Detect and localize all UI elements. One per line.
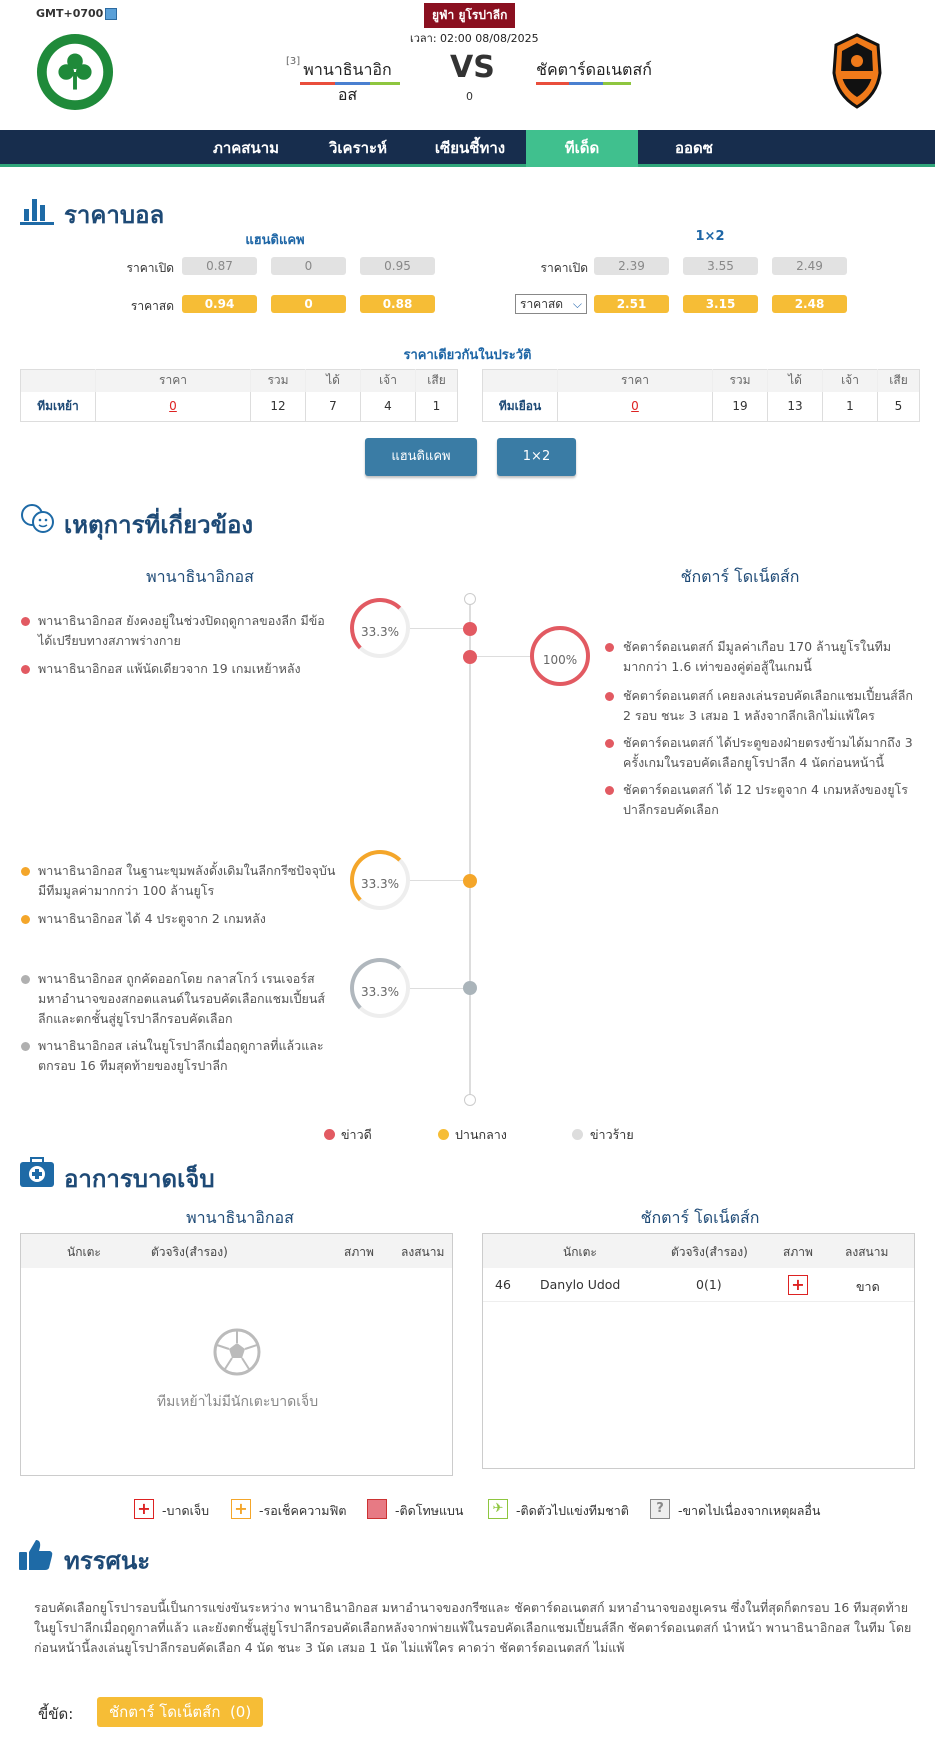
bad-dot (21, 1042, 30, 1051)
player-status: ขาด (856, 1279, 880, 1294)
home-rank: [3] (286, 56, 301, 67)
opinion-text: รอบคัดเลือกยูโรปารอบนี้เป็นการแข่งขันระหว่าง พานาธินาอิกอส มหาอำนาจของกรีซและ ชัคตาร์ดอเนตสก์ มหาอำนาจของยูเครน ซึ่งในที่สุดก็ตกรอบ 16 ทีมสุดท้ายในยูโรปาลีกเมื่อฤดูกาลที่แล้ว และยังตกชั้นสู่ยูโรปาลีกรอบคัดเลือกหลังจากพ่ายแพ้ในรอบคัดเลือกแชมเปี้ยนส์ลีก ชัคตาร์ดอเนตสก์ นำหน้า พานาธินาอิกอส ในทีม โดยก่อนหน้านี้ลงเล่นยูโรปาลีกรอบคัดเลือก 4 นัด ชนะ 3 นัด เสมอ 1 นัด ไม่แพ้ใคร คาดว่า ชัคตาร์ดอเนตสก์ ไม่แพ้ (34, 1600, 912, 1655)
col-win: ได้ (306, 370, 361, 392)
col-apps: ตัวจริง(สำรอง) (151, 1245, 228, 1259)
x12-open-label: ราคาเปิด (540, 261, 588, 275)
home-good-0: พานาธินาอิกอส ยังคงอยู่ในช่วงปิดฤดูกาลของลีก มีข้อได้เปรียบทางสภาพร่างกาย (38, 613, 325, 648)
x12-open-draw: 3.55 (683, 257, 758, 275)
home-bad-pct: 33.3% (350, 958, 410, 1018)
away-good-2: ชัคตาร์ดอเนตสก์ ได้ประตูของฝ่ายตรงข้ามได้มากถึง 3 ครั้งเกมในรอบคัดเลือกยูโรปาลีก 4 นัดก่อนหน้านี้ (623, 735, 913, 770)
hdp-close-away: 0.88 (360, 295, 435, 313)
question-icon: ? (650, 1499, 670, 1519)
timezone-label: GMT+0700 (36, 7, 104, 20)
player-number: 46 (495, 1277, 511, 1292)
col-total: รวม (713, 370, 768, 392)
col-total: รวม (251, 370, 306, 392)
cell-draw: 1 (823, 392, 878, 422)
timeline-node-bad (463, 981, 477, 995)
hdp-close-line: 0 (271, 295, 346, 313)
away-good-pct: 100% (530, 626, 590, 686)
price-link[interactable]: 0 (96, 392, 251, 422)
odds-section-title: ราคาบอล (64, 201, 165, 229)
main-nav (0, 130, 935, 167)
mid-dot (21, 915, 30, 924)
col-player: นักเตะ (563, 1245, 597, 1259)
tip-label: ขี้ขัด: (38, 1705, 74, 1723)
legend-mid-dot (438, 1129, 449, 1140)
timeline-start (464, 593, 476, 605)
col-apps: ตัวจริง(สำรอง) (671, 1245, 748, 1259)
connector (470, 656, 530, 657)
good-dot (21, 617, 30, 626)
opinion-section-title: ทรรศนะ (64, 1547, 151, 1575)
legend-fitness: -รอเช็คความฟิต (259, 1503, 347, 1518)
vs-label: VS (450, 50, 495, 85)
home-good-pct: 33.3% (350, 598, 410, 658)
cell-draw: 4 (361, 392, 416, 422)
col-draw: เจ้า (361, 370, 416, 392)
thumbs-up-icon (18, 1538, 54, 1572)
handicap-button[interactable]: แฮนดิแคพ (365, 438, 477, 476)
legend-bad: ข่าวร้าย (590, 1127, 634, 1142)
x12-close-home: 2.51 (594, 295, 669, 313)
row-label: ทีมเหย้า (37, 398, 79, 413)
injury-section-title: อาการบาดเจ็บ (64, 1165, 215, 1193)
away-team-bar (536, 82, 631, 85)
events-away-team: ชักตาร์ โดเน็ตส์ก (680, 567, 800, 586)
home-team-bar (300, 82, 400, 85)
match-score: 0 (466, 90, 473, 103)
cell-lose: 5 (878, 392, 920, 422)
injury-home-team: พานาธินาอิกอส (186, 1208, 294, 1227)
tab-field[interactable]: ภาคสนาม (212, 139, 280, 157)
timeline-line (469, 598, 471, 1100)
hdp-close-home: 0.94 (182, 295, 257, 313)
match-time: เวลา: 02:00 08/08/2025 (410, 32, 539, 45)
history-table-away (482, 369, 920, 422)
handicap-title: แฮนดิแคพ (245, 233, 305, 248)
col-price: ราคา (96, 370, 251, 392)
col-player: นักเตะ (67, 1245, 101, 1259)
tab-experts[interactable]: เซียนชี้ทาง (434, 139, 506, 157)
col-played: ลงสนาม (845, 1245, 889, 1259)
col-lose: เสีย (416, 370, 458, 392)
bad-dot (21, 975, 30, 984)
table-row (483, 1268, 914, 1302)
x12-open-home: 2.39 (594, 257, 669, 275)
tip-badge[interactable]: ชักตาร์ โดเน็ตส์ก (0) (97, 1697, 263, 1727)
away-good-1: ชัคตาร์ดอเนตสก์ เคยลงเล่นรอบคัดเลือกแชมเปี้ยนส์ลีก 2 รอบ ชนะ 3 เสมอ 1 หลังจากลีกเลิกไม่แพ้ใคร (623, 688, 913, 723)
tab-analysis[interactable]: วิเคราะห์ (328, 139, 387, 157)
odds-type-select[interactable] (515, 294, 587, 314)
away-good-3: ชัคตาร์ดอเนตสก์ ได้ 12 ประตูจาก 4 เกมหลังของยูโรปาลีกรอบคัดเลือก (623, 782, 908, 817)
first-aid-icon (20, 1157, 54, 1187)
price-link[interactable]: 0 (558, 392, 713, 422)
table-row (21, 392, 458, 422)
col-played: ลงสนาม (401, 1245, 445, 1259)
legend-national: -ติดตัวไปแข่งทีมชาติ (516, 1503, 629, 1518)
col-status: สภาพ (344, 1245, 374, 1259)
home-team-logo[interactable] (36, 33, 114, 111)
player-name[interactable]: Danylo Udod (540, 1277, 621, 1292)
connector (410, 880, 470, 881)
legend-injured: -บาดเจ็บ (162, 1503, 210, 1518)
hdp-open-label: ราคาเปิด (126, 261, 174, 275)
away-team-logo[interactable] (832, 33, 882, 109)
legend-suspended: -ติดโทษแบน (395, 1503, 464, 1518)
good-dot (605, 692, 614, 701)
x12-close-draw: 3.15 (683, 295, 758, 313)
hdp-open-line: 0 (271, 257, 346, 275)
cell-win: 7 (306, 392, 361, 422)
tab-tips[interactable]: ทีเด็ด (526, 130, 638, 167)
history-title: ราคาเดียวกันในประวัติ (403, 348, 532, 363)
injury-away-team: ชักตาร์ โดเน็ตส์ก (640, 1208, 760, 1227)
home-team-name[interactable]: พานาธินาอิกอส (303, 60, 392, 104)
league-badge[interactable]: ยูฟ่า ยูโรปาลีก (424, 3, 515, 28)
row-label: ทีมเยือน (498, 398, 542, 413)
away-team-name[interactable]: ชัคตาร์ดอเนตสก์ (536, 60, 652, 79)
legend-bad-dot (572, 1129, 583, 1140)
connector (410, 988, 470, 989)
legend-good: ข่าวดี (341, 1127, 372, 1142)
good-dot (605, 643, 614, 652)
player-apps: 0(1) (696, 1277, 722, 1292)
injury-table-home (20, 1233, 453, 1476)
legend-good-dot (324, 1129, 335, 1140)
good-dot (605, 786, 614, 795)
home-bad-0: พานาธินาอิกอส ถูกคัดออกโดย กลาสโกว์ เรนเจอร์ส มหาอำนาจของสกอตแลนด์ในรอบคัดเลือกแชมเปี้ยนส์ลีกและตกชั้นสู่ยูโรปาลีกรอบคัดเลือก (38, 971, 326, 1026)
odds-type-select-value: ราคาสด (520, 297, 564, 311)
tab-odds[interactable]: ออดซ (675, 139, 713, 157)
col-price: ราคา (558, 370, 713, 392)
hdp-open-away: 0.95 (360, 257, 435, 275)
cell-total: 12 (251, 392, 306, 422)
home-bad-1: พานาธินาอิกอส เล่นในยูโรปาลีกเมื่อฤดูกาลที่แล้วและตกรอบ 16 ทีมสุดท้ายของยูโรปาลีก (38, 1038, 324, 1073)
timeline-node-mid (463, 874, 477, 888)
col-status: สภาพ (783, 1245, 813, 1259)
cell-win: 13 (768, 392, 823, 422)
events-section-title: เหตุการที่เกี่ยวข้อง (64, 511, 254, 539)
onextwo-button[interactable]: 1×2 (497, 438, 576, 476)
football-icon (212, 1327, 262, 1377)
away-good-0: ชัคตาร์ดอเนตสก์ มีมูลค่าเกือบ 170 ล้านยูโรในทีม มากกว่า 1.6 เท่าของคู่ต่อสู้ในเกมนี้ (623, 639, 892, 674)
fitness-check-icon: + (231, 1499, 251, 1519)
home-mid-pct: 33.3% (350, 850, 410, 910)
home-mid-1: พานาธินาอิกอส ได้ 4 ประตูจาก 2 เกมหลัง (38, 911, 266, 926)
injury-table-away (482, 1233, 915, 1469)
onextwo-title: 1×2 (695, 229, 725, 244)
col-draw: เจ้า (823, 370, 878, 392)
table-row (483, 392, 920, 422)
good-dot (605, 739, 614, 748)
plane-icon: ✈ (488, 1499, 508, 1519)
home-mid-0: พานาธินาอิกอส ในฐานะขุมพลังดั้งเดิมในลีกกรีซปัจจุบันมีทีมมูลค่ามากกว่า 100 ล้านยูโร (38, 863, 336, 898)
legend-other: -ขาดไปเนื่องจากเหตุผลอื่น (678, 1503, 821, 1518)
timezone-selector[interactable] (36, 7, 117, 20)
timeline-node-good (463, 622, 477, 636)
hdp-close-label: ราคาสด (130, 299, 174, 313)
chevron-down-icon: ⌵ (572, 297, 582, 311)
timezone-icon (105, 8, 117, 20)
chart-icon (20, 195, 54, 225)
injured-icon: + (134, 1499, 154, 1519)
faces-icon (20, 503, 54, 533)
x12-close-away: 2.48 (772, 295, 847, 313)
col-win: ได้ (768, 370, 823, 392)
history-table-home (20, 369, 458, 422)
home-no-injury: ทีมเหย้าไม่มีนักเตะบาดเจ็บ (156, 1394, 319, 1410)
timeline-end (464, 1094, 476, 1106)
home-good-1: พานาธินาอิกอส แพ้นัดเดียวจาก 19 เกมเหย้าหลัง (38, 661, 301, 676)
connector (410, 628, 470, 629)
cell-lose: 1 (416, 392, 458, 422)
timeline-node-good (463, 650, 477, 664)
injured-icon: + (788, 1275, 808, 1295)
legend-mid: ปานกลาง (455, 1127, 507, 1142)
suspended-icon (367, 1499, 387, 1519)
col-lose: เสีย (878, 370, 920, 392)
cell-total: 19 (713, 392, 768, 422)
good-dot (21, 665, 30, 674)
events-home-team: พานาธินาอิกอส (146, 567, 254, 586)
mid-dot (21, 867, 30, 876)
x12-open-away: 2.49 (772, 257, 847, 275)
hdp-open-home: 0.87 (182, 257, 257, 275)
